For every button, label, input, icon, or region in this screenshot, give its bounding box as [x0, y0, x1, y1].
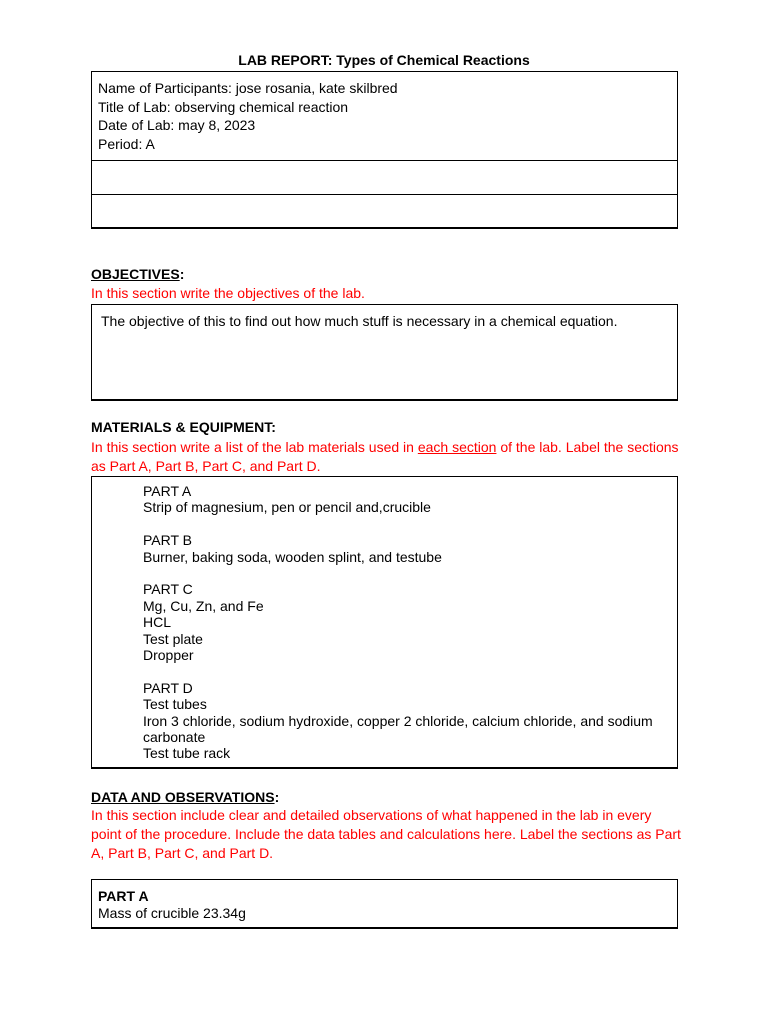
material-item: Test plate [143, 630, 203, 647]
part-label: PART A [98, 888, 149, 904]
materials-part-b [143, 532, 657, 565]
material-item: Test tube rack [143, 745, 231, 762]
data-part-a-text: Mass of crucible 23.34g [98, 905, 246, 921]
objectives-instruction: In this section write the objectives of the lab. [91, 285, 365, 301]
material-item: Test tubes [143, 696, 207, 713]
info-box [91, 71, 678, 161]
blank-row [91, 194, 678, 229]
objectives-text: The objective of this to find out how much stuff is necessary in a chemical equation. [101, 313, 618, 329]
part-label: PART A [143, 483, 192, 499]
blank-row [91, 160, 678, 195]
material-item: HCL [143, 614, 172, 631]
part-label: PART D [143, 679, 193, 696]
page-title: LAB REPORT: Types of Chemical Reactions [238, 52, 530, 68]
part-label: PART B [143, 532, 193, 549]
materials-instruction: In this section write a list of the lab materials used in each section of the lab. Label the sections as Part A, Part B, Part C, and Part D. [91, 439, 679, 474]
materials-heading: MATERIALS & EQUIPMENT: [91, 419, 276, 435]
lab-title-line: Title of Lab: observing chemical reaction [98, 98, 349, 115]
materials-part-a [143, 483, 657, 516]
data-observations-heading: DATA AND OBSERVATIONS: [91, 789, 280, 805]
part-label: PART C [143, 581, 193, 598]
materials-box [91, 476, 678, 769]
materials-part-c [143, 581, 657, 663]
material-item: Dropper [143, 647, 194, 664]
material-item: Burner, baking soda, wooden splint, and testube [143, 548, 442, 565]
objectives-heading: OBJECTIVES: [91, 266, 185, 282]
objectives-box [91, 304, 678, 401]
data-part-a-box [91, 879, 678, 929]
participants-line: Name of Participants: jose rosania, kate skilbred [98, 80, 398, 96]
data-observations-instruction: In this section include clear and detailed observations of what happened in the lab in every point of the procedure. Include the data tables and calculations here. Label the sections as Part A, Part B, Part C, and Part D. [91, 807, 681, 861]
material-item: Iron 3 chloride, sodium hydroxide, copper 2 chloride, calcium chloride, and sodium carbonate [143, 712, 653, 746]
material-item: Strip of magnesium, pen or pencil and,crucible [143, 499, 431, 516]
materials-part-d [143, 680, 657, 762]
material-item: Mg, Cu, Zn, and Fe [143, 597, 264, 614]
period-line: Period: A [98, 135, 155, 152]
date-line: Date of Lab: may 8, 2023 [98, 117, 256, 133]
